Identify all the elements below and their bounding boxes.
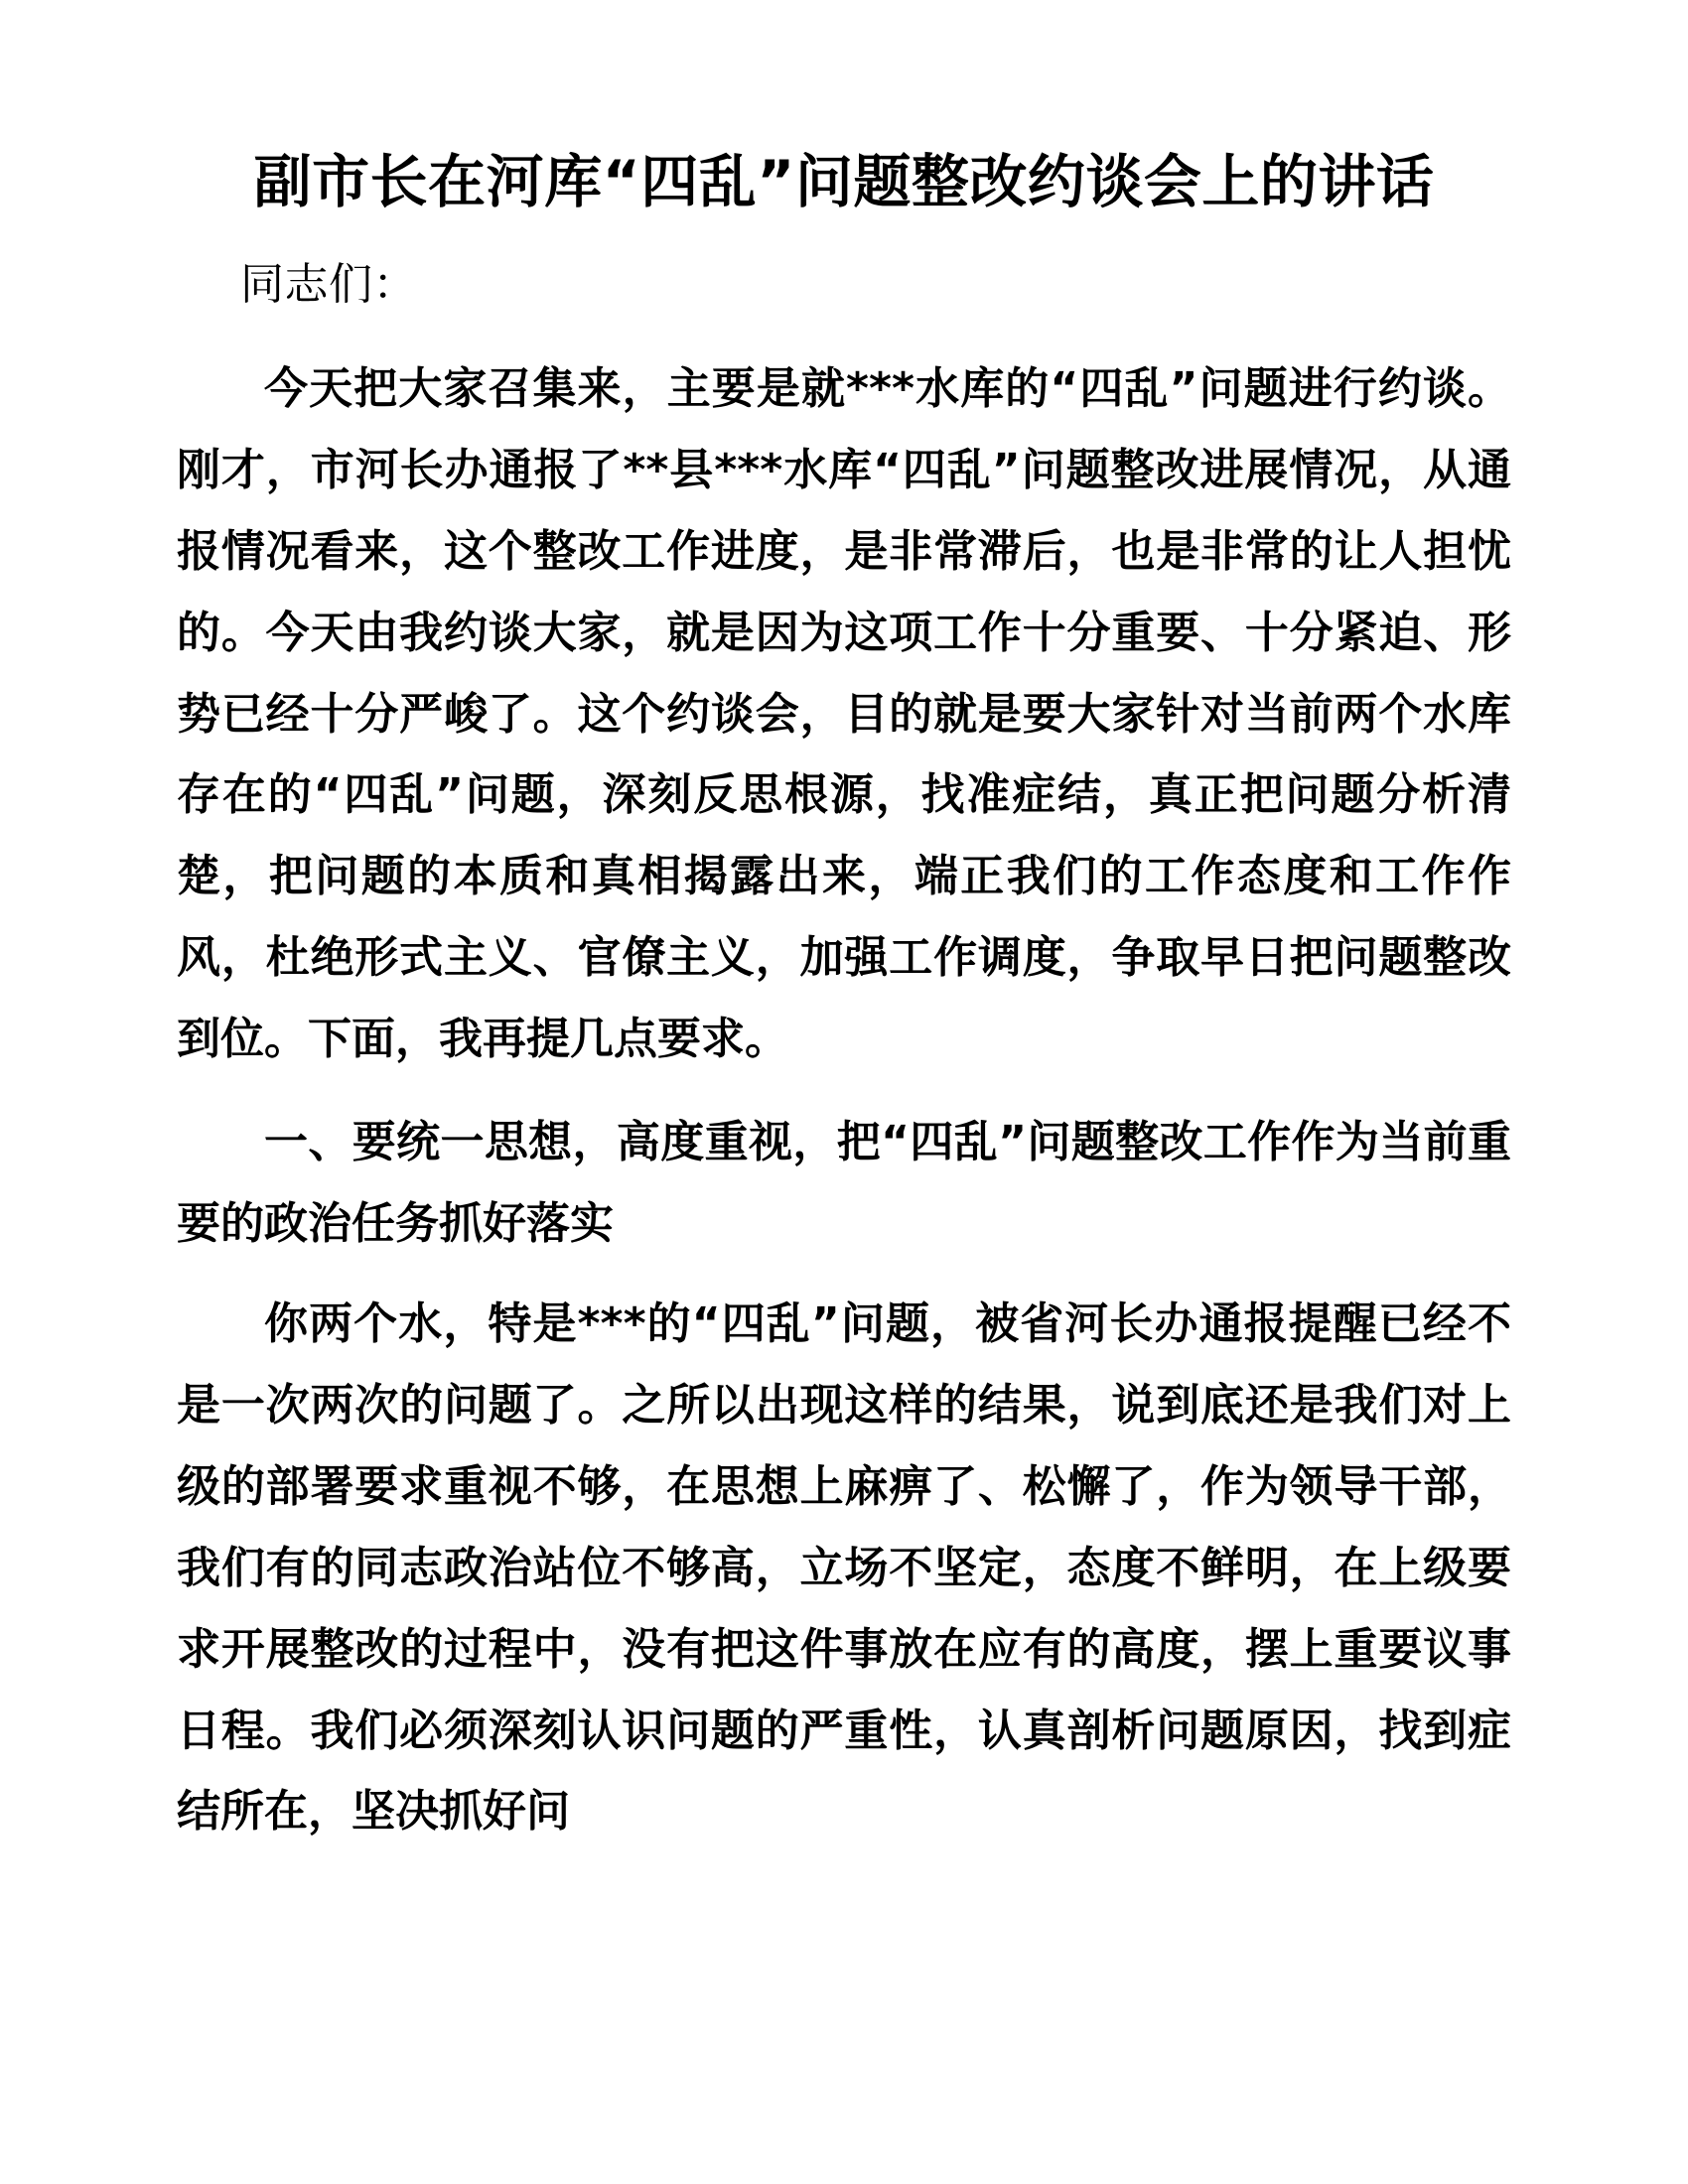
page-title: 副市长在河库“四乱”问题整改约谈会上的讲话 bbox=[253, 148, 1435, 215]
paragraph-section-one-body: 你两个水，特是***的“四乱”问题，被省河长办通报提醒已经不是一次两次的问题了。之所以出现这样的结果，说到底还是我们对上级的部署要求重视不够，在思想上麻痹了、松懈了，作为领导干部，我们有的同志政治站位不够高，立场不坚定，态度不鲜明，在上级要求开展整改的过程中，没有把这件事放在应有的高度，摆上重要议事日程。我们必须深刻认识问题的严重性，认真剖析问题原因，找到症结所在，坚决抓好问 bbox=[177, 1298, 1511, 1838]
paragraph-intro: 今天把大家召集来，主要是就***水库的“四乱”问题进行约谈。刚才，市河长办通报了**县***水库“四乱”问题整改进展情况，从通报情况看来，这个整改工作进度，是非常滞后，也是非常的让人担忧的。今天由我约谈大家，就是因为这项工作十分重要、十分紧迫、形势已经十分严峻了。这个约谈会，目的就是要大家针对当前两个水库存在的“四乱”问题，深刻反思根源，找准症结，真正把问题分析清楚，把问题的本质和真相揭露出来，端正我们的工作态度和工作作风，杜绝形式主义、官僚主义，加强工作调度，争取早日把问题整改到位。下面，我再提几点要求。 bbox=[177, 363, 1511, 1064]
section-heading-one: 一、要统一思想，高度重视，把“四乱”问题整改工作作为当前重要的政治任务抓好落实 bbox=[177, 1116, 1511, 1249]
salutation: 同志们： bbox=[240, 259, 417, 311]
